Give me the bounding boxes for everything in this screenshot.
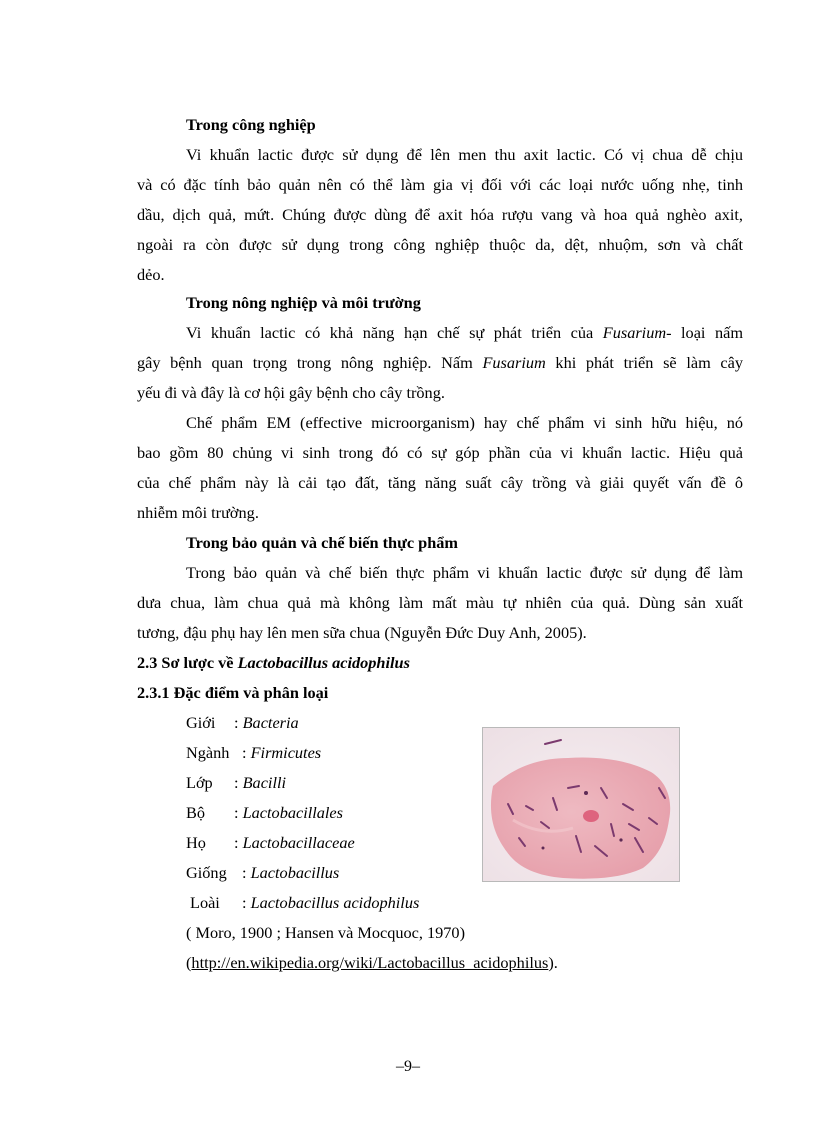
taxonomy-row: Bộ : Lactobacillales [186, 803, 343, 822]
reference-link[interactable]: http://en.wikipedia.org/wiki/Lactobacillus_acidophilus [191, 953, 549, 972]
paragraph-line: bao gồm 80 chủng vi sinh trong đó có sự góp phần của vi khuẩn lactic. Hiệu quả [137, 443, 743, 462]
paragraph-line: nhiễm môi trường. [137, 503, 259, 522]
section-heading-2-3: 2.3 Sơ lược về Lactobacillus acidophilus [137, 653, 410, 672]
reference-line: (http://en.wikipedia.org/wiki/Lactobacillus_acidophilus). [186, 953, 558, 972]
paragraph-line: dưa chua, làm chua quả mà không làm mất màu tự nhiên của quả. Dùng sản xuất [137, 593, 743, 612]
paragraph-line: dẻo. [137, 265, 165, 284]
page-number: –9– [396, 1058, 420, 1075]
section-heading-2-3-1: 2.3.1 Đặc điểm và phân loại [137, 683, 329, 702]
paragraph-line: Vi khuẩn lactic được sử dụng để lên men thu axit lactic. Có vị chua dễ chịu [186, 145, 743, 164]
paragraph-line: yếu đi và đây là cơ hội gây bệnh cho cây trồng. [137, 383, 445, 402]
paragraph-line: và có đặc tính bảo quản nên có thể làm gia vị đối với các loại nước uống nhẹ, tinh [137, 175, 743, 194]
taxonomy-row: Giới : Bacteria [186, 713, 299, 732]
taxonomy-row: Giống : Lactobacillus [186, 863, 340, 882]
paragraph-line: Chế phẩm EM (effective microorganism) hay chế phẩm vi sinh hữu hiệu, nó [186, 413, 743, 432]
lactobacillus-micrograph-illustration [483, 728, 679, 881]
paragraph-line: ngoài ra còn được sử dụng trong công nghiệp thuộc da, dệt, nhuộm, sơn và chất [137, 235, 743, 254]
taxonomy-row: Ngành : Firmicutes [186, 743, 322, 762]
micrograph-image [482, 727, 680, 882]
heading-food: Trong bảo quản và chế biến thực phẩm [186, 533, 458, 552]
paragraph-line: của chế phẩm này là cải tạo đất, tăng năng suất cây trồng và giải quyết vấn đề ô [137, 473, 743, 492]
paragraph-line: Trong bảo quản và chế biến thực phẩm vi khuẩn lactic được sử dụng để làm [186, 563, 743, 582]
heading-industry: Trong công nghiệp [186, 115, 316, 134]
heading-agriculture: Trong nông nghiệp và môi trường [186, 293, 421, 312]
paragraph-line: dầu, dịch quả, mứt. Chúng được dùng để axit hóa rượu vang và hoa quả nghèo axit, [137, 205, 743, 224]
taxonomy-row: Lớp : Bacilli [186, 773, 287, 792]
citation: ( Moro, 1900 ; Hansen và Mocquoc, 1970) [186, 923, 465, 942]
taxonomy-row: Họ : Lactobacillaceae [186, 833, 355, 852]
taxonomy-row: Loài : Lactobacillus acidophilus [190, 893, 420, 912]
paragraph-line: Vi khuẩn lactic có khả năng hạn chế sự phát triển của Fusarium- loại nấm [186, 323, 743, 342]
paragraph-line: tương, đậu phụ hay lên men sữa chua (Nguyễn Đức Duy Anh, 2005). [137, 623, 587, 642]
paragraph-line: gây bệnh quan trọng trong nông nghiệp. Nấm Fusarium khi phát triển sẽ làm cây [137, 353, 743, 372]
